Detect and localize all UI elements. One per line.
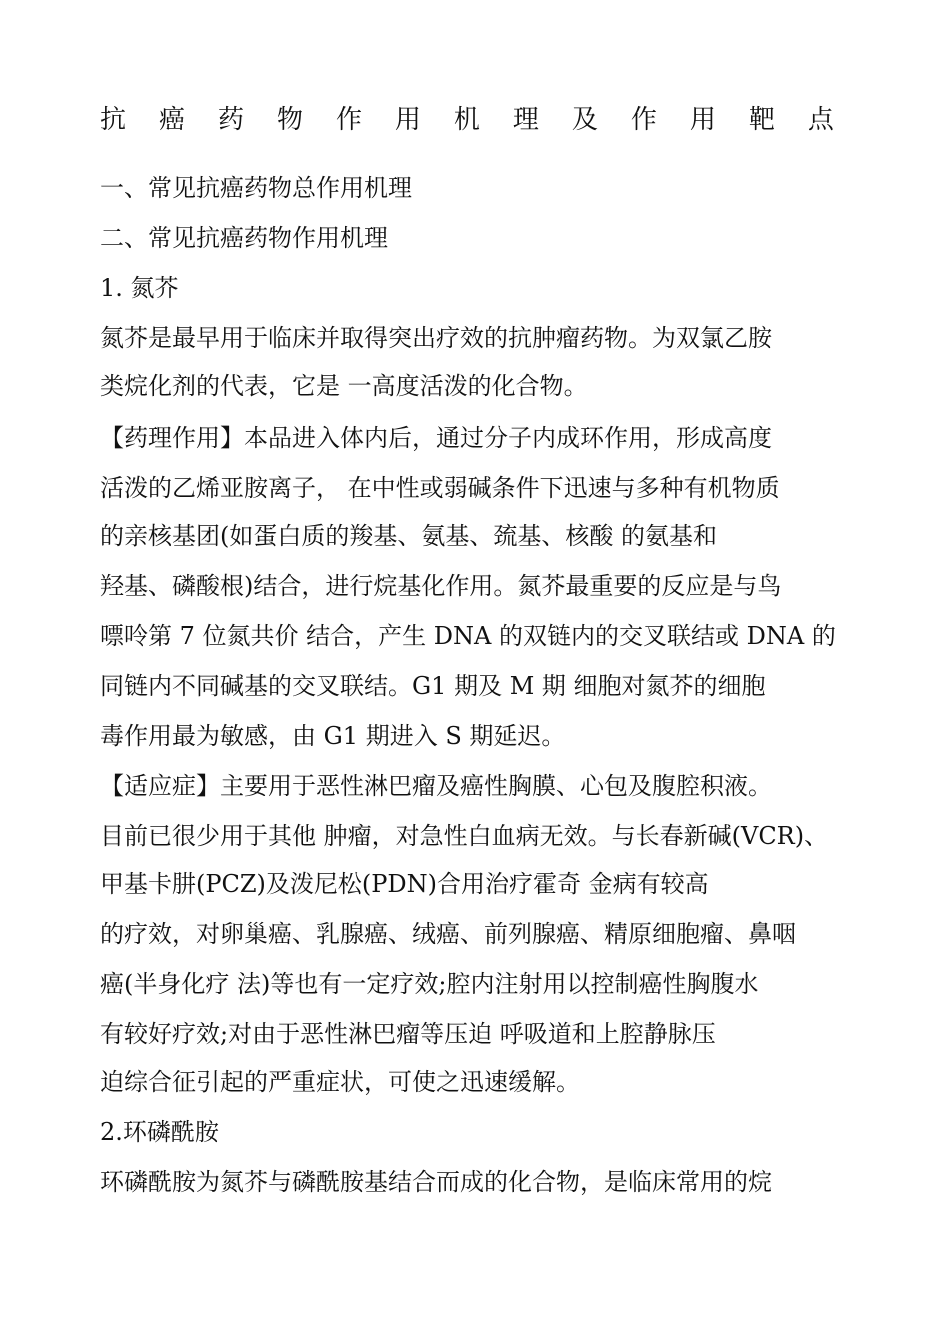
body-text-line: 羟基、磷酸根)结合，进行烷基化作用。氮芥最重要的反应是与鸟 (100, 572, 782, 600)
title-char: 用 (394, 105, 421, 135)
subheading-nitrogen-mustard: 1. 氮芥 (100, 274, 179, 302)
body-text-line: 甲基卡肼(PCZ)及泼尼松(PDN)合用治疗霍奇 金病有较高 (100, 870, 709, 898)
body-text-line: 目前已很少用于其他 肿瘤，对急性白血病无效。与长春新碱(VCR)、 (100, 822, 829, 850)
section-heading-2: 二、常见抗癌药物作用机理 (100, 224, 388, 252)
title-char: 癌 (158, 105, 185, 135)
body-text-line: 【药理作用】本品进入体内后，通过分子内成环作用，形成高度 (100, 424, 772, 452)
title-char: 及 (571, 105, 598, 135)
body-text-line: 【适应症】主要用于恶性淋巴瘤及癌性胸膜、心包及腹腔积液。 (100, 772, 772, 800)
section-heading-1: 一、常见抗癌药物总作用机理 (100, 174, 412, 202)
body-text-line: 同链内不同碱基的交叉联结。G1 期及 M 期 细胞对氮芥的细胞 (100, 672, 766, 700)
body-text-line: 有较好疗效;对由于恶性淋巴瘤等压迫 呼吸道和上腔静脉压 (100, 1020, 716, 1048)
document-title (100, 103, 834, 137)
title-char: 靶 (748, 105, 775, 135)
title-char: 物 (276, 105, 303, 135)
title-char: 作 (630, 105, 657, 135)
body-text-line: 的疗效，对卵巢癌、乳腺癌、绒癌、前列腺癌、精原细胞瘤、鼻咽 (100, 920, 796, 948)
subheading-cyclophosphamide: 2.环磷酰胺 (100, 1118, 219, 1146)
body-text-line: 癌(半身化疗 法)等也有一定疗效;腔内注射用以控制癌性胸腹水 (100, 970, 759, 998)
title-char: 理 (512, 105, 539, 135)
title-char: 点 (807, 105, 834, 135)
body-text-line: 活泼的乙烯亚胺离子， 在中性或弱碱条件下迅速与多种有机物质 (100, 474, 780, 502)
body-text-line: 迫综合征引起的严重症状，可使之迅速缓解。 (100, 1068, 580, 1096)
body-text-line: 的亲核基团(如蛋白质的羧基、氨基、巯基、核酸 的氨基和 (100, 522, 717, 550)
title-char: 机 (453, 105, 480, 135)
body-text-line: 毒作用最为敏感，由 G1 期进入 S 期延迟。 (100, 722, 566, 750)
body-text-line: 类烷化剂的代表，它是 一高度活泼的化合物。 (100, 372, 588, 400)
body-text-line: 嘌呤第 7 位氮共价 结合，产生 DNA 的双链内的交叉联结或 DNA 的 (100, 622, 836, 650)
title-char: 作 (335, 105, 362, 135)
title-char: 药 (217, 105, 244, 135)
title-char: 用 (689, 105, 716, 135)
body-text-line: 环磷酰胺为氮芥与磷酰胺基结合而成的化合物，是临床常用的烷 (100, 1168, 772, 1196)
body-text-line: 氮芥是最早用于临床并取得突出疗效的抗肿瘤药物。为双氯乙胺 (100, 324, 772, 352)
title-char: 抗 (100, 105, 127, 135)
